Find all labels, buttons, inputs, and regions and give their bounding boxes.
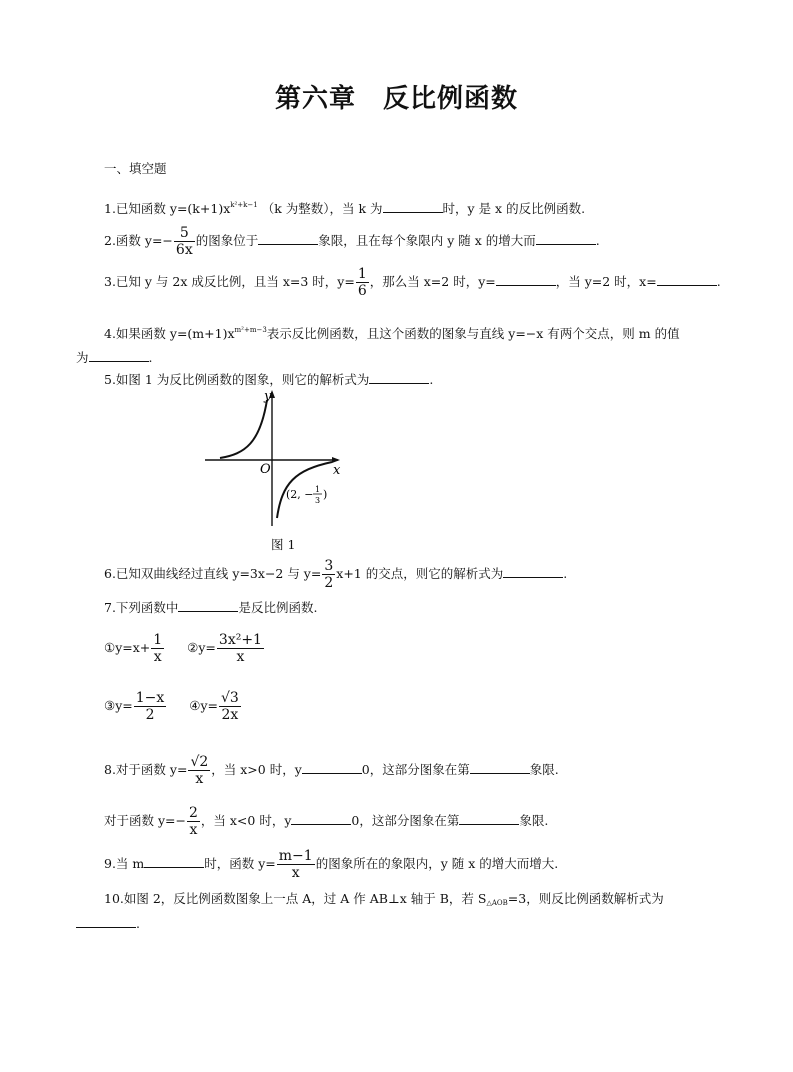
q6-text-end: . bbox=[563, 566, 568, 581]
question-7 bbox=[104, 599, 317, 616]
figure-1-graph bbox=[200, 388, 350, 528]
q4-text-mid: 表示反比例函数，且这个函数的图象与直线 y=−x 有两个交点，则 m 的值 bbox=[266, 326, 680, 341]
q5-blank[interactable] bbox=[369, 371, 429, 384]
q5-text: 5.如图 1 为反比例函数的图象，则它的解析式为 bbox=[104, 372, 370, 387]
q8a-num: √2 bbox=[190, 754, 209, 770]
q7-option-4-fraction bbox=[219, 690, 241, 723]
q1-text-end: 时，y 是 x 的反比例函数. bbox=[442, 201, 586, 216]
point-frac-num: 1 bbox=[315, 485, 321, 494]
o3-num: 1−x bbox=[135, 690, 165, 706]
figure-1-caption: 图 1 bbox=[271, 537, 296, 552]
q8b-blank-1[interactable] bbox=[291, 812, 351, 825]
q7-text: 7.下列函数中 bbox=[104, 600, 179, 615]
q9-num: m−1 bbox=[278, 848, 313, 864]
q7-option-4: ④y= bbox=[189, 698, 219, 713]
q3-blank-2[interactable] bbox=[657, 273, 717, 286]
q8b-fraction bbox=[187, 805, 200, 838]
q8a-text-mid: ，当 x>0 时，y bbox=[211, 762, 302, 777]
q3-blank-1[interactable] bbox=[496, 273, 556, 286]
q4-text: 4.如果函数 y=(m+1)x bbox=[104, 326, 235, 341]
q2-text-mid2: 象限，且在每个象限内 y 随 x 的增大而 bbox=[318, 233, 536, 248]
q2-blank-1[interactable] bbox=[258, 232, 318, 245]
question-1 bbox=[104, 197, 585, 217]
o1-num: 1 bbox=[153, 632, 163, 648]
q10-blank[interactable] bbox=[76, 915, 136, 928]
page-title: 第六章 反比例函数 bbox=[274, 84, 518, 114]
q9-blank[interactable] bbox=[144, 855, 204, 868]
question-6 bbox=[104, 558, 567, 591]
q6-blank[interactable] bbox=[503, 565, 563, 578]
question-8-part-2 bbox=[104, 805, 548, 838]
q9-den: x bbox=[291, 865, 300, 881]
point-frac-den: 3 bbox=[315, 496, 321, 505]
q2-blank-2[interactable] bbox=[536, 232, 596, 245]
question-5 bbox=[104, 371, 433, 388]
q7-option-2: ②y= bbox=[187, 640, 216, 655]
q1-blank[interactable] bbox=[383, 200, 443, 213]
question-8-part-1 bbox=[104, 754, 559, 787]
o2-num: 3x²+1 bbox=[218, 632, 262, 648]
x-axis-label: x bbox=[333, 463, 341, 478]
q6-text: 6.已知双曲线经过直线 y=3x−2 与 y= bbox=[104, 566, 322, 581]
q8a-fraction bbox=[188, 754, 210, 787]
question-4-line-2 bbox=[76, 349, 153, 366]
q3-text-mid2: ，当 y=2 时，x= bbox=[555, 274, 657, 289]
q8a-blank-1[interactable] bbox=[302, 761, 362, 774]
q4-text-end: . bbox=[148, 350, 153, 365]
q3-text-end: . bbox=[716, 274, 721, 289]
q7-option-2-fraction bbox=[217, 632, 264, 665]
q2-den: 6x bbox=[175, 242, 193, 258]
q4-text-line2: 为 bbox=[76, 350, 89, 365]
q2-text-end: . bbox=[595, 233, 600, 248]
q9-fraction bbox=[277, 848, 315, 881]
q2-fraction bbox=[174, 225, 195, 258]
question-2 bbox=[104, 225, 600, 258]
point-label-close: ) bbox=[323, 488, 328, 501]
q8b-text-mid2: 0，这部分图象在第 bbox=[351, 813, 460, 828]
q8a-text: 8.对于函数 y= bbox=[104, 762, 188, 777]
o2-den: x bbox=[236, 649, 245, 665]
q3-text: 3.已知 y 与 2x 成反比例，且当 x=3 时，y= bbox=[104, 274, 355, 289]
q8a-text-end: 象限. bbox=[529, 762, 559, 777]
q10-text: 10.如图 2，反比例函数图象上一点 A，过 A 作 AB⊥x 轴于 B，若 S bbox=[104, 891, 487, 906]
q7-option-3-fraction bbox=[134, 690, 167, 723]
q10-subscript: △AOB bbox=[486, 899, 508, 907]
question-10 bbox=[104, 891, 664, 911]
q8b-num: 2 bbox=[188, 805, 198, 821]
q7-blank[interactable] bbox=[178, 599, 238, 612]
origin-label: O bbox=[260, 462, 271, 477]
q7-option-3: ③y= bbox=[104, 698, 133, 713]
q2-num: 5 bbox=[174, 225, 195, 242]
q8a-blank-2[interactable] bbox=[470, 761, 530, 774]
q7-options-row-1 bbox=[104, 632, 265, 665]
q6-fraction bbox=[322, 558, 335, 591]
q2-text-mid: 的图象位于 bbox=[195, 233, 259, 248]
question-9 bbox=[104, 848, 558, 881]
q1-text: 1.已知函数 y=(k+1)x bbox=[104, 201, 231, 216]
q7-option-1: ①y=x+ bbox=[104, 640, 151, 655]
q1-text-mid: （k 为整数），当 k 为 bbox=[261, 201, 383, 216]
q8a-den: x bbox=[195, 771, 204, 787]
q9-text: 9.当 m bbox=[104, 856, 145, 871]
q8b-text-mid: ，当 x<0 时，y bbox=[200, 813, 292, 828]
q2-text: 2.函数 y=− bbox=[104, 233, 173, 248]
q9-text-mid: 时，函数 y= bbox=[204, 856, 276, 871]
q3-num: 1 bbox=[357, 266, 367, 282]
q6-den: 2 bbox=[324, 575, 334, 591]
q3-fraction bbox=[356, 266, 369, 299]
q8a-text-mid2: 0，这部分图象在第 bbox=[361, 762, 470, 777]
q8b-den: x bbox=[189, 822, 198, 838]
question-10-line-2 bbox=[76, 915, 140, 932]
q1-exponent: k²+k−1 bbox=[230, 201, 258, 209]
o4-den: 2x bbox=[221, 707, 239, 723]
o4-num: √3 bbox=[221, 690, 239, 706]
q6-num: 3 bbox=[324, 558, 334, 574]
o1-den: x bbox=[153, 649, 162, 665]
q3-den: 6 bbox=[357, 283, 367, 299]
q4-blank[interactable] bbox=[89, 349, 149, 362]
q5-text-end: . bbox=[429, 372, 434, 387]
hyperbola-branch-upper-left bbox=[220, 400, 267, 458]
q8b-blank-2[interactable] bbox=[459, 812, 519, 825]
q10-text-end: =3，则反比例函数解析式为 bbox=[507, 891, 664, 906]
point-label: (2, − bbox=[286, 488, 314, 501]
question-3 bbox=[104, 266, 721, 299]
q3-text-mid: ，那么当 x=2 时，y= bbox=[369, 274, 496, 289]
q8b-text: 对于函数 y=− bbox=[104, 813, 186, 828]
q9-text-end: 的图象所在的象限内，y 随 x 的增大而增大. bbox=[315, 856, 559, 871]
y-axis-label: y bbox=[264, 389, 272, 404]
question-4 bbox=[104, 322, 680, 342]
q8b-text-end: 象限. bbox=[519, 813, 549, 828]
q6-text-mid: x+1 的交点，则它的解析式为 bbox=[336, 566, 504, 581]
q10-text-final: . bbox=[136, 916, 140, 931]
q7-options-row-2 bbox=[104, 690, 242, 723]
q7-text-end: 是反比例函数. bbox=[238, 600, 318, 615]
q4-exponent: m²+m−3 bbox=[234, 326, 267, 334]
section-heading: 一、填空题 bbox=[104, 161, 167, 176]
o3-den: 2 bbox=[145, 707, 155, 723]
q7-option-1-fraction bbox=[151, 632, 164, 665]
